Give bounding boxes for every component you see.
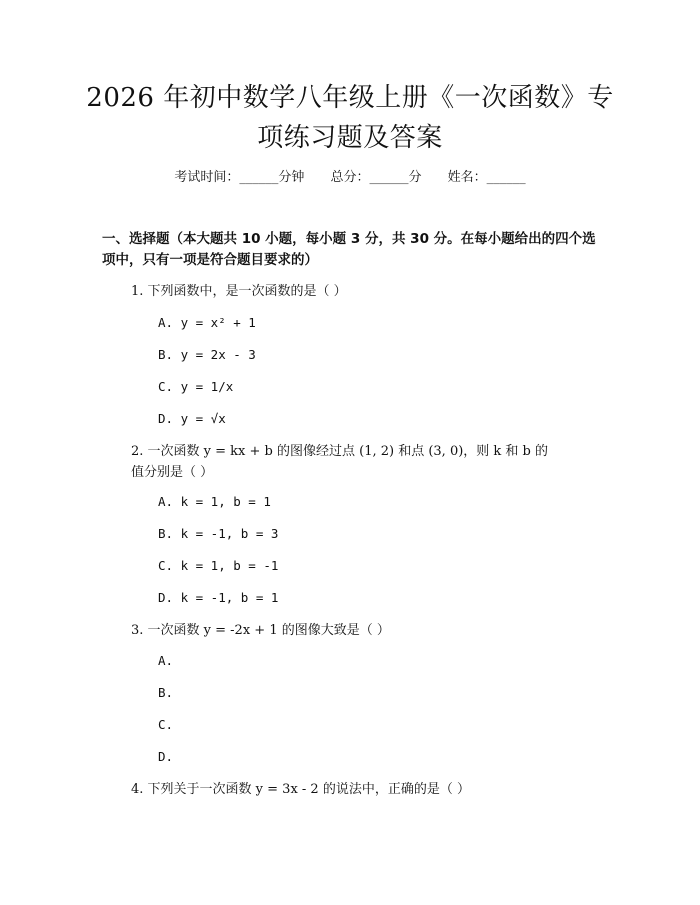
question-1-option-c: C. y = 1/x (158, 379, 234, 394)
section-heading-line-2: 项中，只有一项是符合题目要求的） (102, 252, 318, 268)
exam-info (0, 169, 700, 187)
question-2-stem-line-1: 2. 一次函数 y = kx + b 的图像经过点 (1, 2) 和点 (3, 0)，则 k 和 b 的 (131, 444, 549, 459)
question-2-option-a: A. k = 1, b = 1 (158, 494, 271, 509)
exam-name: 姓名：______ (447, 170, 526, 185)
question-4-stem: 4. 下列关于一次函数 y = 3x - 2 的说法中，正确的是（ ） (131, 782, 470, 797)
question-2-option-b: B. k = -1, b = 3 (158, 526, 279, 541)
exam-score: 总分：______分 (330, 170, 422, 185)
question-2-stem (131, 441, 601, 483)
question-1-option-a: A. y = x² + 1 (158, 315, 256, 330)
title-line-1: 2026 年初中数学八年级上册《一次函数》专 (86, 83, 614, 113)
question-3-option-a: A. (158, 653, 174, 668)
question-1-stem: 1. 下列函数中，是一次函数的是（ ） (131, 284, 347, 299)
question-1-option-b: B. y = 2x - 3 (158, 347, 256, 362)
question-3-stem: 3. 一次函数 y = -2x + 1 的图像大致是（ ） (131, 623, 390, 638)
exam-time: 考试时间：______分钟 (174, 170, 305, 185)
question-3-option-c: C. (158, 717, 174, 732)
question-3-option-b: B. (158, 685, 174, 700)
section-heading (102, 229, 602, 271)
title-line-2: 项练习题及答案 (257, 123, 443, 153)
question-2-option-c: C. k = 1, b = -1 (158, 558, 279, 573)
section-heading-line-1: 一、选择题（本大题共 10 小题，每小题 3 分，共 30 分。在每小题给出的四个选 (102, 231, 596, 247)
question-1-option-d: D. y = √x (158, 411, 226, 426)
question-3-option-d: D. (158, 749, 174, 764)
document-title (60, 78, 640, 158)
question-2-option-d: D. k = -1, b = 1 (158, 590, 279, 605)
question-2-stem-line-2: 值分别是（ ） (131, 465, 214, 480)
